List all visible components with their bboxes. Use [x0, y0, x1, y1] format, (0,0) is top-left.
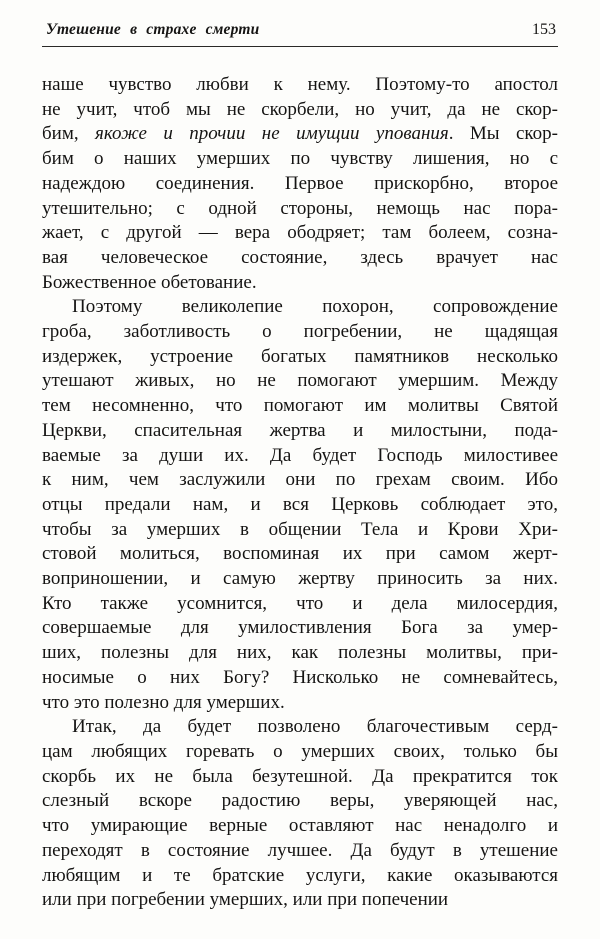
text-line — [42, 740, 558, 765]
text-line — [42, 295, 558, 320]
text-line — [42, 419, 558, 444]
text-line — [42, 369, 558, 394]
text-line — [42, 221, 558, 246]
text-line — [42, 493, 558, 518]
text-segment: или при погребении умерших, или при попечении — [42, 889, 449, 911]
text-line — [42, 444, 558, 469]
text-segment: не учит, чтоб мы не скорбели, но учит, да не скор- — [42, 98, 558, 120]
text-line — [42, 246, 558, 271]
text-segment: надеждою соединения. Первое прискорбно, второе — [42, 172, 558, 194]
text-line — [42, 814, 558, 839]
text-line — [42, 691, 558, 716]
text-segment: к ним, чем заслужили они по грехам своим. Ибо — [42, 469, 558, 491]
page-body — [0, 47, 600, 913]
text-segment: Божественное обетование. — [42, 271, 257, 293]
text-line — [42, 271, 558, 296]
text-line — [42, 518, 558, 543]
text-line — [42, 864, 558, 889]
text-line — [42, 542, 558, 567]
text-line — [42, 616, 558, 641]
text-line — [42, 592, 558, 617]
text-segment: переходят в состояние лучшее. Да будут в утешение — [42, 839, 558, 861]
page-number: 153 — [532, 21, 556, 38]
text-segment: наше чувство любви к нему. Поэтому-то апостол — [42, 74, 558, 95]
text-segment: вая человеческое состояние, здесь врачует нас — [42, 246, 558, 268]
text-line — [42, 345, 558, 370]
text-segment: что умирающие верные оставляют нас ненадолго и — [42, 815, 558, 837]
text-segment: Кто также усомнится, что и дела милосердия, — [42, 592, 558, 614]
text-segment: . Мы скор- — [448, 123, 559, 145]
text-segment: тем несомненно, что помогают им молитвы Святой — [42, 395, 558, 417]
text-line — [42, 765, 558, 790]
text-segment: любящим и те братские услуги, какие оказываются — [42, 864, 558, 886]
text-segment: ших, полезны для них, как полезны молитвы, при- — [42, 642, 558, 664]
text-segment: носимые о них Богу? Нисколько не сомневайтесь, — [42, 666, 558, 688]
text-segment: отцы предали нам, и вся Церковь соблюдает это, — [42, 493, 558, 515]
text-segment: бим о наших умерших по чувству лишения, но с — [42, 148, 558, 170]
text-line — [42, 394, 558, 419]
text-segment: воприношении, и самую жертву приносить за них. — [42, 568, 558, 590]
text-segment: утешительно; с одной стороны, немощь нас пора- — [42, 197, 558, 219]
text-line — [42, 468, 558, 493]
text-line — [42, 197, 558, 222]
text-segment: Церкви, спасительная жертва и милостыни, пода- — [42, 419, 558, 441]
text-segment: Поэтому великолепие похорон, сопровождение — [72, 296, 558, 318]
paragraph — [42, 73, 558, 295]
text-segment: Итак, да будет позволено благочестивым серд- — [72, 716, 558, 738]
text-segment: что это полезно для умерших. — [42, 691, 285, 713]
text-segment: цам любящих горевать о умерших своих, только бы — [42, 740, 558, 762]
text-segment: слезный вскоре радостию веры, уверяющей нас, — [42, 790, 558, 812]
text-line — [42, 641, 558, 666]
italic-quote-segment: якоже и прочии не имущии упования — [95, 123, 449, 145]
text-line — [42, 715, 558, 740]
text-line — [42, 98, 558, 123]
paragraph — [42, 715, 558, 913]
text-segment: ваемые за души их. Да будет Господь милостивее — [42, 444, 558, 466]
text-line — [42, 122, 558, 147]
text-line — [42, 789, 558, 814]
text-segment: скорбь их не была безутешной. Да прекратится ток — [42, 765, 558, 787]
text-line — [42, 172, 558, 197]
text-segment: чтобы за умерших в общении Тела и Крови Хри- — [42, 518, 558, 540]
text-segment: жает, с другой — вера ободряет; там болеем, созна- — [42, 222, 558, 244]
text-line — [42, 666, 558, 691]
text-segment: стовой молиться, воспоминая их при самом жерт- — [42, 543, 558, 565]
text-line — [42, 888, 558, 913]
text-segment: утешают живых, но не помогают умершим. Между — [42, 370, 558, 392]
paragraph — [42, 295, 558, 715]
text-line — [42, 567, 558, 592]
text-line — [42, 320, 558, 345]
text-line — [42, 839, 558, 864]
text-segment: гроба, заботливость о погребении, не щадящая — [42, 321, 558, 343]
text-line — [42, 147, 558, 172]
text-line — [42, 73, 558, 98]
text-segment: издержек, устроение богатых памятников несколько — [42, 345, 558, 367]
text-segment: бим, — [42, 123, 96, 145]
text-segment: совершаемые для умилостивления Бога за умер- — [42, 617, 558, 639]
page-header — [0, 0, 600, 39]
running-title: Утешение в страхе смерти — [46, 21, 260, 38]
